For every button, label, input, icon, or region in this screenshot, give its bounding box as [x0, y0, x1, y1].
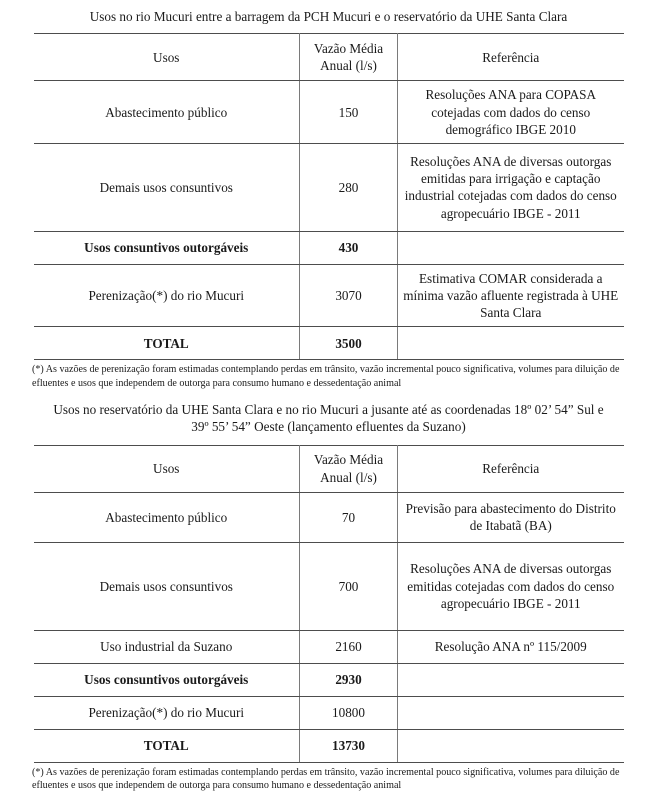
cell-uso: Uso industrial da Suzano	[34, 630, 300, 663]
column-header-vazao-line1: Vazão Média	[313, 452, 384, 468]
table-row	[34, 492, 624, 542]
cell-vazao: 3500	[300, 327, 398, 360]
cell-uso: Perenização(*) do rio Mucuri	[34, 696, 300, 729]
table-row	[34, 696, 624, 729]
table-footnote-1: (*) As vazões de perenização foram estimadas contemplando perdas em trânsito, vazão incremental pouco significativa, volumes para diluição de efluentes e usos que independem de outorga para consumo humano e dessedentação animal	[32, 364, 620, 390]
table-row	[34, 264, 624, 326]
cell-referencia: Resolução ANA nº 115/2009	[398, 630, 624, 663]
table-caption-2: Usos no reservatório da UHE Santa Clara e no rio Mucuri a jusante até as coordenadas 18º 02’ 54” Sul e 39º 55’ 54” Oeste (lançamento efluentes da Suzano)	[53, 401, 604, 435]
cell-referencia: Resoluções ANA de diversas outorgas emitidas cotejadas com dados do censo agropecuário IBGE - 2011	[398, 542, 624, 630]
column-header-vazao	[300, 34, 398, 81]
cell-uso: Usos consuntivos outorgáveis	[34, 231, 300, 264]
table-row-total	[34, 327, 624, 360]
cell-referencia: Previsão para abastecimento do Distrito de Itabatã (BA)	[398, 492, 624, 542]
cell-referencia	[398, 231, 624, 264]
cell-vazao: 70	[300, 492, 398, 542]
cell-vazao: 10800	[300, 696, 398, 729]
cell-uso: Perenização(*) do rio Mucuri	[34, 264, 300, 326]
table-row	[34, 630, 624, 663]
cell-uso: Demais usos consuntivos	[34, 542, 300, 630]
column-header-vazao-line2: Anual (l/s)	[320, 469, 377, 485]
usage-table-1	[34, 33, 624, 360]
cell-referencia: Estimativa COMAR considerada a mínima vazão afluente registrada à UHE Santa Clara	[398, 264, 624, 326]
cell-uso: Abastecimento público	[34, 492, 300, 542]
usage-table-2	[34, 445, 624, 763]
table-row-subtotal	[34, 231, 624, 264]
cell-vazao: 430	[300, 231, 398, 264]
table-header-row	[34, 34, 624, 81]
cell-vazao: 13730	[300, 729, 398, 762]
column-header-vazao-line1: Vazão Média	[313, 41, 384, 57]
cell-uso: Usos consuntivos outorgáveis	[34, 663, 300, 696]
table-caption-1: Usos no rio Mucuri entre a barragem da PCH Mucuri e o reservatório da UHE Santa Clara	[89, 9, 568, 24]
cell-vazao: 280	[300, 143, 398, 231]
table-footnote-2: (*) As vazões de perenização foram estimadas contemplando perdas em trânsito, vazão incremental pouco significativa, volumes para diluição de efluentes e usos que independem de outorga para consumo humano e dessedentação animal	[32, 766, 620, 792]
cell-referencia: Resoluções ANA de diversas outorgas emitidas para irrigação e captação industrial cotejadas com dados do censo agropecuário IBGE - 2011	[398, 143, 624, 231]
column-header-usos: Usos	[34, 445, 300, 492]
cell-uso: Abastecimento público	[34, 81, 300, 143]
cell-referencia	[398, 729, 624, 762]
cell-vazao: 2930	[300, 663, 398, 696]
column-header-referencia: Referência	[398, 34, 624, 81]
cell-referencia	[398, 327, 624, 360]
cell-vazao: 150	[300, 81, 398, 143]
cell-referencia	[398, 663, 624, 696]
cell-vazao: 2160	[300, 630, 398, 663]
cell-uso: TOTAL	[34, 327, 300, 360]
cell-uso: Demais usos consuntivos	[34, 143, 300, 231]
table-row	[34, 143, 624, 231]
table-header-row	[34, 445, 624, 492]
cell-uso: TOTAL	[34, 729, 300, 762]
column-header-vazao	[300, 445, 398, 492]
table-row	[34, 81, 624, 143]
column-header-vazao-line2: Anual (l/s)	[320, 58, 377, 74]
table-row	[34, 542, 624, 630]
column-header-referencia: Referência	[398, 445, 624, 492]
cell-referencia	[398, 696, 624, 729]
cell-referencia: Resoluções ANA para COPASA cotejadas com dados do censo demográfico IBGE 2010	[398, 81, 624, 143]
column-header-usos: Usos	[34, 34, 300, 81]
table-row-subtotal	[34, 663, 624, 696]
cell-vazao: 700	[300, 542, 398, 630]
table-row-total	[34, 729, 624, 762]
cell-vazao: 3070	[300, 264, 398, 326]
